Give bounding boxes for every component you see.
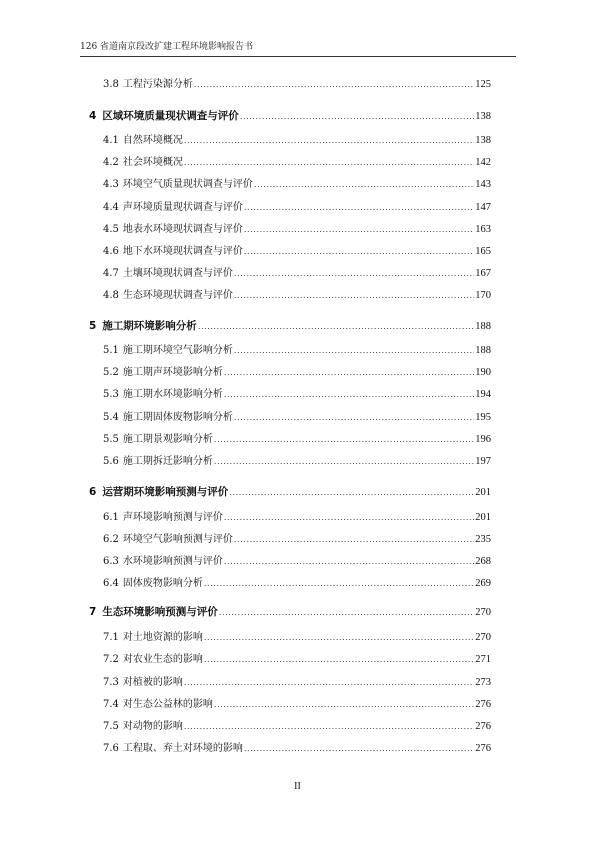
toc-section-entry[interactable]: [0, 576, 595, 592]
running-header: 126 省道南京段改扩建工程环境影响报告书: [80, 42, 254, 52]
toc-entry-title-text: 声环境质量现状调查与评价: [122, 202, 243, 213]
toc-entry-title: [103, 432, 213, 448]
toc-entry-title: [103, 222, 243, 238]
toc-page-number: 235: [475, 534, 491, 545]
toc-dot-leader: [204, 630, 474, 646]
toc-page-number: 163: [475, 224, 491, 235]
toc-dot-leader: [184, 155, 474, 171]
toc-entry-title-text: 运营期环境影响预测与评价: [102, 486, 229, 498]
toc-dot-leader: [244, 200, 474, 216]
toc-entry-title: [103, 510, 223, 526]
toc-page-number: 195: [475, 412, 491, 423]
toc-entry-title: [103, 343, 233, 359]
toc-entry-number: 6.1: [103, 512, 119, 523]
toc-dot-leader: [224, 387, 474, 403]
toc-dot-leader: [224, 365, 474, 381]
page-number: II: [294, 781, 301, 792]
toc-entry-number: 7.3: [103, 677, 119, 688]
toc-section-entry[interactable]: [0, 288, 595, 304]
toc-dot-leader: [204, 576, 474, 592]
toc-dot-leader: [194, 77, 474, 93]
toc-dot-leader: [234, 532, 474, 548]
toc-entry-title-text: 施工期水环境影响分析: [122, 389, 223, 400]
toc-section-entry[interactable]: [0, 343, 595, 359]
toc-entry-title: [103, 177, 253, 193]
toc-page-number: 276: [475, 699, 491, 710]
toc-entry-title: [103, 454, 213, 470]
toc-entry-number: 5.2: [103, 367, 119, 378]
toc-section-entry[interactable]: [0, 365, 595, 381]
toc-page-number: 165: [475, 246, 491, 257]
toc-entry-number: 6.4: [103, 578, 119, 589]
toc-entry-number: 7.6: [103, 743, 119, 754]
toc-page-number: 125: [475, 79, 491, 90]
toc-page-number: 190: [475, 367, 491, 378]
toc-entry-number: 4.4: [103, 202, 119, 213]
toc-dot-leader: [240, 109, 474, 124]
toc-entry-number: 4.8: [103, 290, 119, 301]
toc-entry-title-text: 对土地资源的影响: [122, 632, 203, 643]
toc-dot-leader: [224, 510, 474, 526]
toc-entry-title: [103, 133, 183, 149]
toc-entry-title: [103, 719, 183, 735]
toc-page-number: 138: [475, 135, 491, 146]
toc-dot-leader: [244, 222, 474, 238]
toc-entry-number: 4.5: [103, 224, 119, 235]
toc-section-entry[interactable]: [0, 200, 595, 216]
toc-entry-title-text: 工程污染源分析: [122, 79, 193, 90]
toc-page-number: 268: [475, 556, 491, 567]
toc-page-number: 201: [475, 512, 491, 523]
toc-entry-number: 7.4: [103, 699, 119, 710]
toc-entry-number: 4.2: [103, 157, 119, 168]
toc-page-number: 196: [475, 434, 491, 445]
toc-entry-title-text: 生态环境影响预测与评价: [102, 606, 218, 618]
toc-entry-number: 7: [89, 606, 97, 618]
toc-section-entry[interactable]: [0, 652, 595, 668]
toc-entry-title: [103, 77, 193, 93]
toc-entry-number: 5.5: [103, 434, 119, 445]
toc-entry-title: [89, 108, 239, 124]
toc-entry-number: 7.5: [103, 721, 119, 732]
toc-entry-title-text: 地下水环境现状调查与评价: [122, 246, 243, 257]
toc-chapter-entry[interactable]: [0, 108, 595, 124]
toc-dot-leader: [204, 652, 474, 668]
toc-entry-number: 5.1: [103, 345, 119, 356]
toc-entry-title-text: 对生态公益林的影响: [122, 699, 213, 710]
toc-entry-title: [103, 576, 203, 592]
toc-entry-number: 7.1: [103, 632, 119, 643]
toc-entry-title: [103, 554, 223, 570]
toc-entry-number: 4.7: [103, 268, 119, 279]
toc-entry-title: [103, 244, 243, 260]
toc-section-entry[interactable]: [0, 387, 595, 403]
toc-entry-title-text: 施工期环境影响分析: [102, 320, 197, 332]
toc-dot-leader: [234, 410, 474, 426]
toc-section-entry[interactable]: [0, 719, 595, 735]
toc-entry-title: [103, 410, 233, 426]
toc-entry-title: [89, 318, 197, 334]
toc-entry-number: 3.8: [103, 79, 119, 90]
toc-section-entry[interactable]: [0, 454, 595, 470]
toc-entry-number: 6: [89, 486, 97, 498]
toc-entry-title-text: 对植被的影响: [122, 677, 183, 688]
toc-entry-title-text: 水环境影响预测与评价: [122, 556, 223, 567]
toc-page-number: 142: [475, 157, 491, 168]
toc-page-number: 271: [475, 654, 491, 665]
toc-page-number: 194: [475, 389, 491, 400]
toc-page-number: 269: [475, 578, 491, 589]
toc-page-number: 270: [475, 632, 491, 643]
toc-chapter-entry[interactable]: [0, 604, 595, 620]
toc-entry-title-text: 土壤环境现状调查与评价: [122, 268, 233, 279]
toc-section-entry[interactable]: [0, 77, 595, 93]
toc-section-entry[interactable]: [0, 177, 595, 193]
toc-dot-leader: [224, 554, 474, 570]
toc-page-number: 276: [475, 743, 491, 754]
toc-entry-number: 5.6: [103, 456, 119, 467]
toc-section-entry[interactable]: [0, 675, 595, 691]
toc-section-entry[interactable]: [0, 432, 595, 448]
toc-section-entry[interactable]: [0, 741, 595, 757]
toc-dot-leader: [254, 177, 474, 193]
toc-entry-title-text: 施工期固体废物影响分析: [122, 412, 233, 423]
toc-entry-title: [89, 604, 218, 620]
toc-entry-title-text: 工程取、弃土对环境的影响: [122, 743, 243, 754]
toc-page-number: 188: [475, 345, 491, 356]
toc-entry-number: 4: [89, 110, 97, 122]
toc-entry-title-text: 施工期声环境影响分析: [122, 367, 223, 378]
toc-entry-title: [103, 288, 233, 304]
toc-entry-title-text: 自然环境概况: [122, 135, 183, 146]
toc-dot-leader: [184, 719, 474, 735]
toc-page-number: 143: [475, 179, 491, 190]
toc-entry-number: 5.3: [103, 389, 119, 400]
toc-page-number: 276: [475, 721, 491, 732]
toc-dot-leader: [229, 485, 474, 500]
toc-dot-leader: [244, 741, 474, 757]
toc-section-entry[interactable]: [0, 222, 595, 238]
toc-entry-number: 4.1: [103, 135, 119, 146]
toc-section-entry[interactable]: [0, 155, 595, 171]
toc-page-number: 170: [475, 290, 491, 301]
toc-section-entry[interactable]: [0, 244, 595, 260]
toc-section-entry[interactable]: [0, 630, 595, 646]
toc-dot-leader: [198, 319, 474, 334]
toc-entry-title-text: 施工期拆迁影响分析: [122, 456, 213, 467]
toc-section-entry[interactable]: [0, 697, 595, 713]
toc-dot-leader: [219, 605, 474, 620]
toc-page-number: 167: [475, 268, 491, 279]
toc-entry-number: 5: [89, 320, 97, 332]
toc-entry-title-text: 生态环境现状调查与评价: [122, 290, 233, 301]
toc-entry-title: [103, 387, 223, 403]
toc-entry-title: [103, 652, 203, 668]
toc-dot-leader: [214, 697, 474, 713]
toc-entry-title-text: 环境空气质量现状调查与评价: [122, 179, 253, 190]
toc-dot-leader: [234, 266, 474, 282]
toc-entry-title: [103, 630, 203, 646]
toc-section-entry[interactable]: [0, 266, 595, 282]
toc-section-entry[interactable]: [0, 410, 595, 426]
toc-entry-title: [103, 266, 233, 282]
toc-section-entry[interactable]: [0, 554, 595, 570]
toc-entry-title-text: 环境空气影响预测与评价: [122, 534, 233, 545]
toc-entry-title-text: 对农业生态的影响: [122, 654, 203, 665]
toc-entry-title: [103, 697, 213, 713]
toc-dot-leader: [234, 288, 474, 304]
toc-dot-leader: [214, 432, 474, 448]
toc-entry-title-text: 固体废物影响分析: [122, 578, 203, 589]
toc-entry-title-text: 区域环境质量现状调查与评价: [102, 110, 239, 122]
toc-page-number: 201: [475, 487, 491, 498]
toc-dot-leader: [244, 244, 474, 260]
toc-entry-title-text: 施工期环境空气影响分析: [122, 345, 233, 356]
toc-entry-number: 4.6: [103, 246, 119, 257]
toc-entry-number: 6.3: [103, 556, 119, 567]
toc-dot-leader: [214, 454, 474, 470]
toc-entry-title: [103, 200, 243, 216]
toc-entry-title: [89, 484, 228, 500]
toc-chapter-entry[interactable]: [0, 484, 595, 500]
toc-entry-title: [103, 365, 223, 381]
toc-entry-number: 5.4: [103, 412, 119, 423]
toc-entry-title: [103, 155, 183, 171]
toc-dot-leader: [234, 343, 474, 359]
toc-page-number: 138: [475, 111, 491, 122]
toc-chapter-entry[interactable]: [0, 318, 595, 334]
toc-entry-title: [103, 675, 183, 691]
toc-dot-leader: [184, 675, 474, 691]
toc-section-entry[interactable]: [0, 510, 595, 526]
toc-entry-title-text: 对动物的影响: [122, 721, 183, 732]
toc-page-number: 273: [475, 677, 491, 688]
toc-entry-title-text: 声环境影响预测与评价: [122, 512, 223, 523]
toc-entry-number: 6.2: [103, 534, 119, 545]
toc-page-number: 188: [475, 321, 491, 332]
toc-entry-title-text: 施工期景观影响分析: [122, 434, 213, 445]
toc-page-number: 270: [475, 607, 491, 618]
toc-section-entry[interactable]: [0, 133, 595, 149]
toc-page-number: 147: [475, 202, 491, 213]
toc-page-number: 197: [475, 456, 491, 467]
toc-entry-number: 4.3: [103, 179, 119, 190]
toc-entry-title: [103, 741, 243, 757]
toc-section-entry[interactable]: [0, 532, 595, 548]
toc-entry-title-text: 地表水环境现状调查与评价: [122, 224, 243, 235]
toc-entry-title: [103, 532, 233, 548]
toc-entry-title-text: 社会环境概况: [122, 157, 183, 168]
toc-entry-number: 7.2: [103, 654, 119, 665]
toc-dot-leader: [184, 133, 474, 149]
